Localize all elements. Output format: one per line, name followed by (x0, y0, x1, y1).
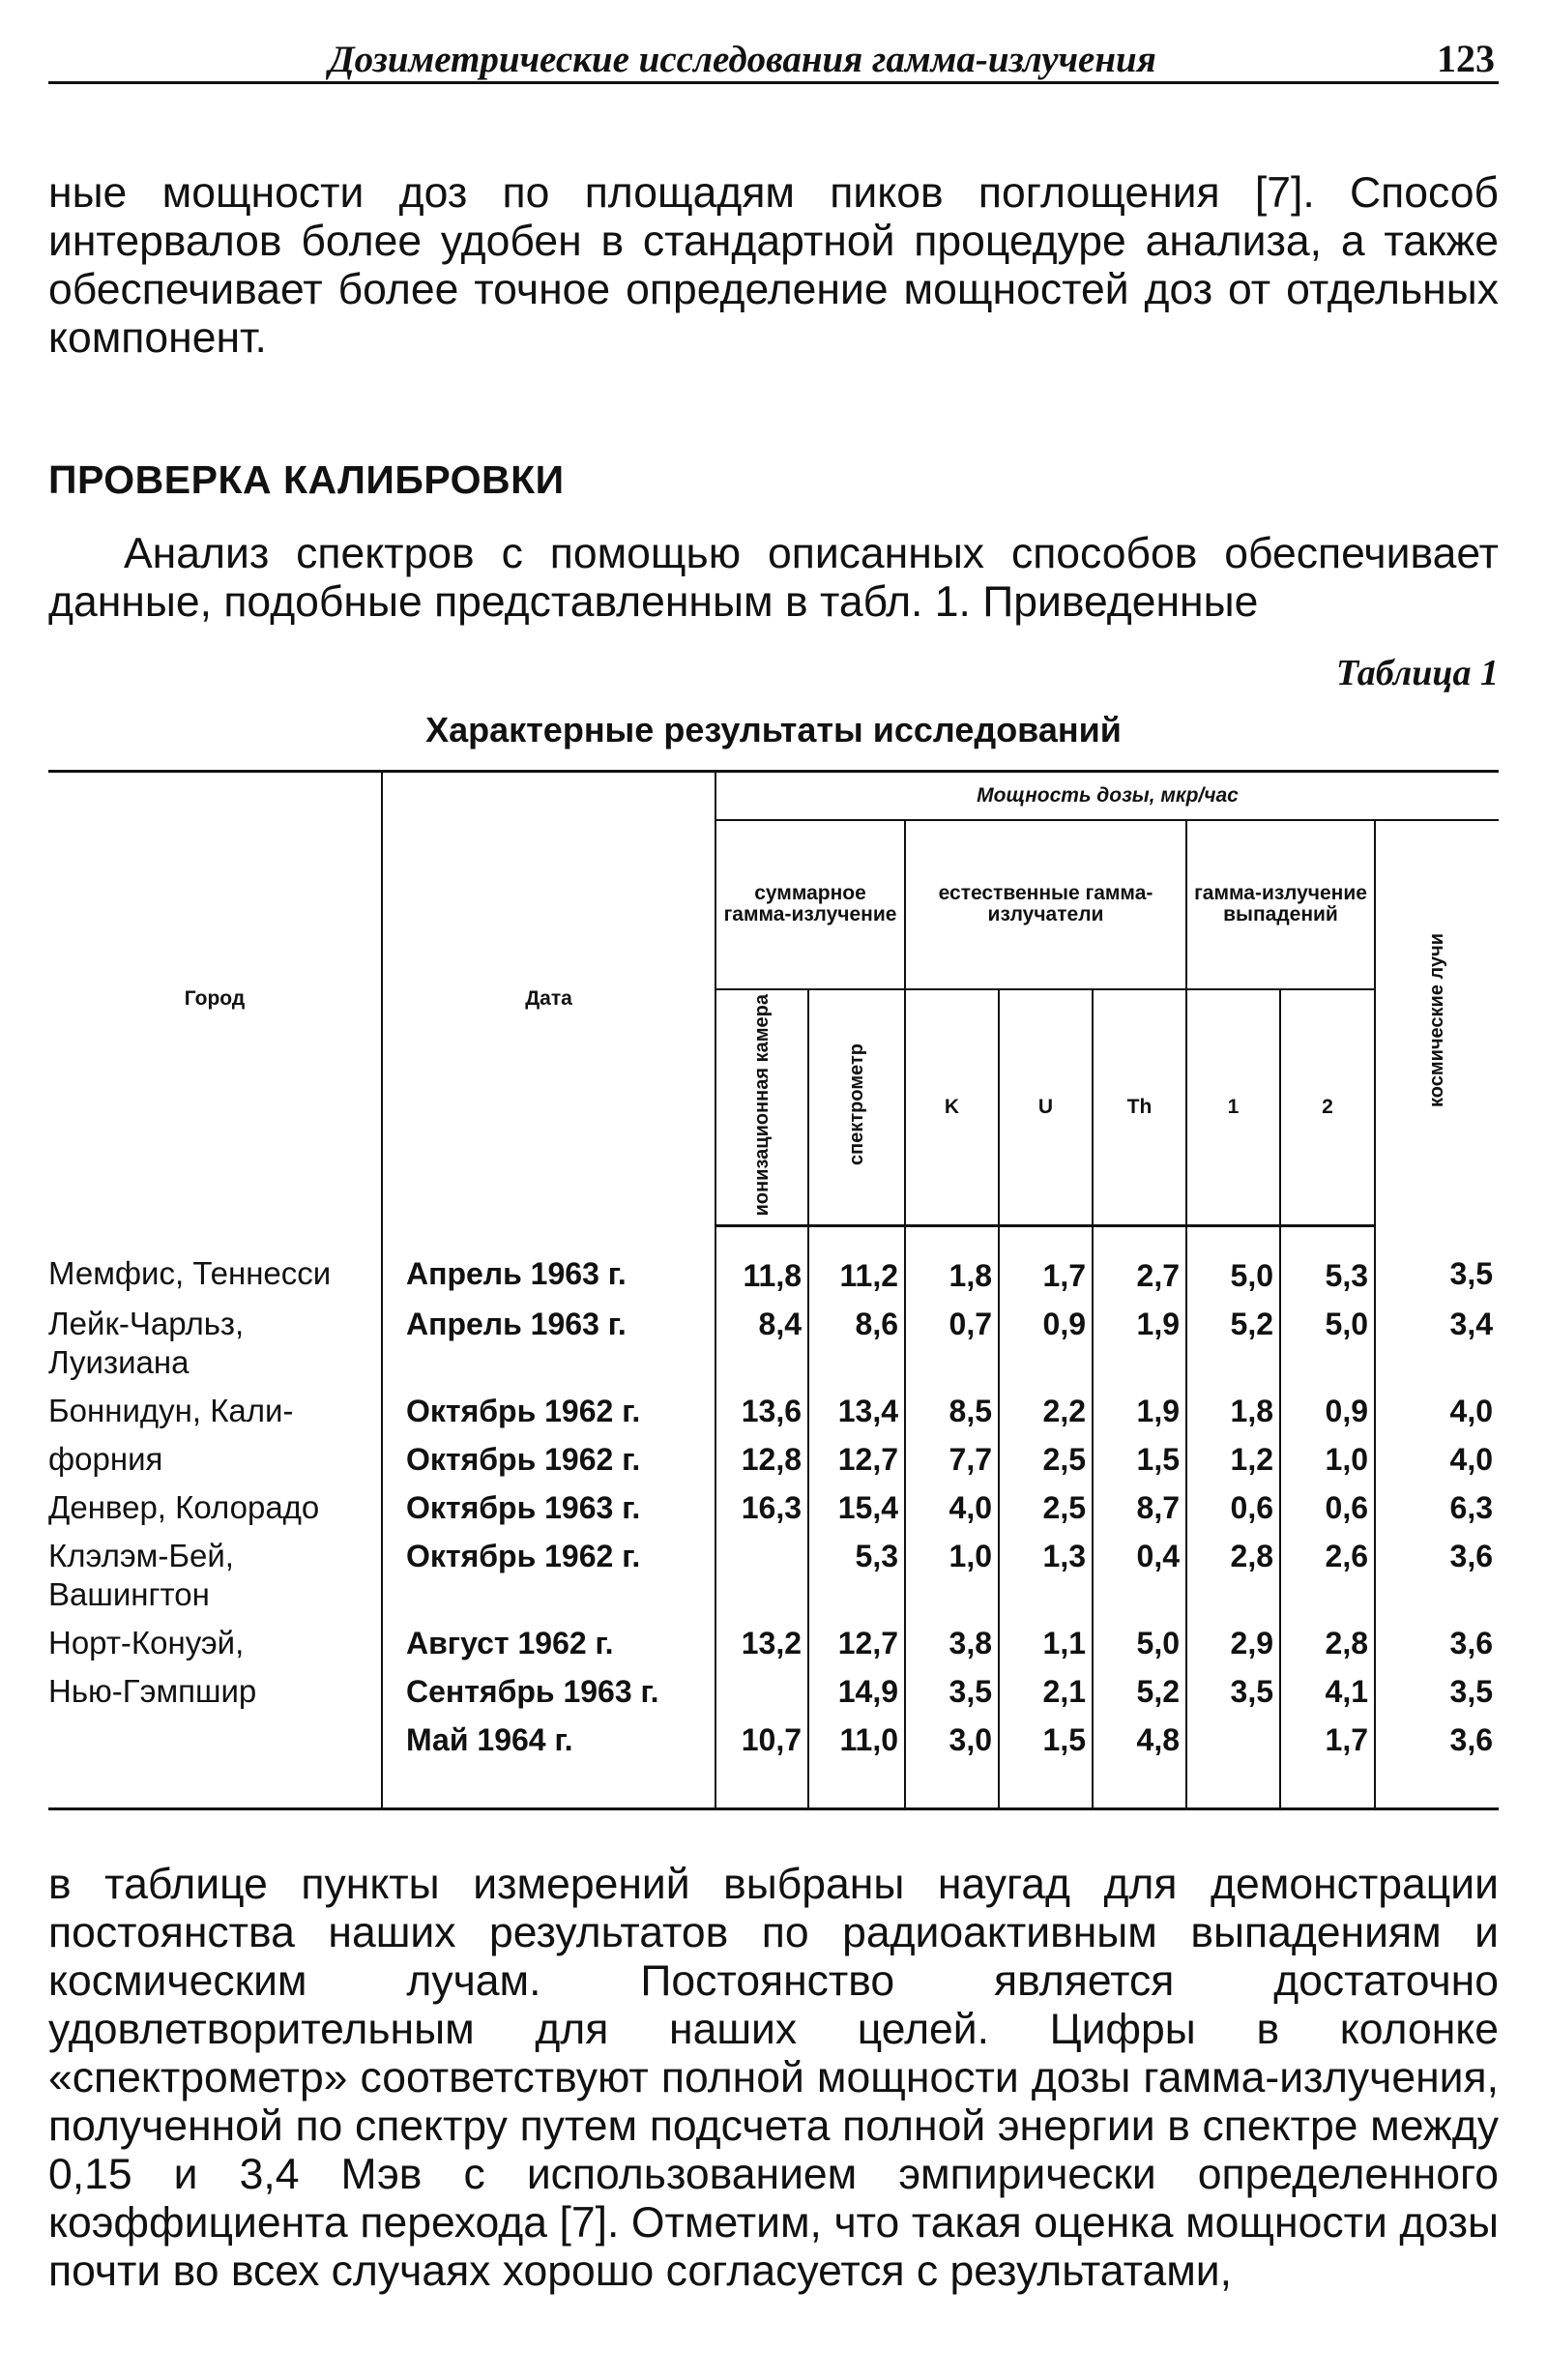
cell-value: 4,1 (1280, 1664, 1375, 1713)
table-row (48, 1384, 1499, 1432)
cell-value (715, 1529, 808, 1616)
table-row (48, 1713, 1499, 1809)
page-number: 123 (1437, 37, 1495, 80)
cell-value: 8,5 (905, 1384, 999, 1432)
table-number: Таблица 1 (1335, 653, 1499, 693)
cell-value: 13,6 (715, 1384, 808, 1432)
cell-value: 0,7 (905, 1297, 999, 1384)
cell-value: 15,4 (808, 1481, 905, 1529)
cell-value: 2,5 (999, 1432, 1093, 1481)
cell-value: 5,2 (1093, 1664, 1186, 1713)
cell-value: 0,6 (1280, 1481, 1375, 1529)
cell-value: 1,8 (905, 1225, 999, 1297)
cell-value: 2,9 (1186, 1616, 1280, 1664)
header-fallout-1: 1 (1186, 989, 1280, 1226)
table-row (48, 1529, 1499, 1616)
cell-value: 1,5 (999, 1713, 1093, 1809)
cell-value: 0,4 (1093, 1529, 1186, 1616)
table-row (48, 1481, 1499, 1529)
cell-value: 13,4 (808, 1384, 905, 1432)
cell-value: 12,7 (808, 1616, 905, 1664)
page-header (48, 21, 1499, 84)
cell-value: 1,2 (1186, 1432, 1280, 1481)
table-row (48, 1664, 1499, 1713)
cell-date: Сентябрь 1963 г. (382, 1664, 715, 1713)
cell-city: Клэлэм-Бей, Вашингтон (48, 1537, 234, 1612)
table-row (48, 1225, 1499, 1297)
header-th: Th (1093, 989, 1186, 1226)
cell-value: 5,3 (1280, 1225, 1375, 1297)
cell-city: форния (48, 1440, 163, 1477)
cell-value: 2,1 (999, 1664, 1093, 1713)
cell-value: 1,7 (1280, 1713, 1375, 1809)
cell-date: Май 1964 г. (382, 1713, 715, 1809)
section-heading: ПРОВЕРКА КАЛИБРОВКИ (48, 457, 565, 502)
cell-value: 1,0 (905, 1529, 999, 1616)
cell-city: Боннидун, Кали- (48, 1392, 294, 1428)
paragraph-after-table: в таблице пункты измерений выбраны наугад для демонстрации постоянства наших результатов по радиоактивным выпадениям и космическим лучам. Постоянство является достаточно удовлетворительным для наших целей. Цифры в колонке «спектрометр» соответствуют полной мощности дозы гамма-излучения, полученной по спектру путем подсчета полной энергии в спектре между 0,15 и 3,4 Мэв с использованием эмпирически определенного коэффициента перехода [7]. Отметим, что такая оценка мощности дозы почти во всех случаях хорошо согласуется с результатами, (48, 1860, 1499, 2295)
table-title: Характерные результаты исследований (425, 710, 1122, 749)
cell-value: 1,5 (1093, 1432, 1186, 1481)
cell-value: 5,2 (1186, 1297, 1280, 1384)
paragraph-analysis: Анализ спектров с помощью описанных способов обеспечивает данные, подобные представленным в табл. 1. Приведенные (48, 530, 1499, 626)
cell-date: Октябрь 1962 г. (382, 1432, 715, 1481)
cell-value: 7,7 (905, 1432, 999, 1481)
cell-value: 5,3 (808, 1529, 905, 1616)
cell-value: 4,8 (1093, 1713, 1186, 1809)
header-k: K (905, 989, 999, 1226)
cell-city (48, 1713, 382, 1809)
cell-value: 1,8 (1186, 1384, 1280, 1432)
header-dose-rate: Мощность дозы, мкр/час (715, 772, 1499, 820)
cell-date: Октябрь 1963 г. (382, 1481, 715, 1529)
cell-value: 1,0 (1280, 1432, 1375, 1481)
cell-value: 2,7 (1093, 1225, 1186, 1297)
paragraph-continued: ные мощности доз по площадям пиков поглощения [7]. Способ интервалов более удобен в стандартной процедуре анализа, а также обеспечивает более точное определение мощностей доз от отдельных компонент. (48, 169, 1499, 362)
cell-value (715, 1664, 808, 1713)
cell-value: 4,0 (1375, 1432, 1499, 1481)
header-fallout-2: 2 (1280, 989, 1375, 1226)
cell-value: 3,6 (1375, 1529, 1499, 1616)
cell-value: 3,5 (1375, 1664, 1499, 1713)
cell-value: 8,6 (808, 1297, 905, 1384)
cell-value: 1,7 (999, 1225, 1093, 1297)
cell-value: 8,4 (715, 1297, 808, 1384)
cell-date: Апрель 1963 г. (382, 1297, 715, 1384)
cell-value: 2,6 (1280, 1529, 1375, 1616)
cell-value: 12,7 (808, 1432, 905, 1481)
cell-value: 11,8 (715, 1225, 808, 1297)
cell-value: 2,8 (1186, 1529, 1280, 1616)
cell-value: 1,9 (1093, 1297, 1186, 1384)
cell-value: 3,8 (905, 1616, 999, 1664)
cell-value: 13,2 (715, 1616, 808, 1664)
cell-value: 14,9 (808, 1664, 905, 1713)
table-row (48, 1616, 1499, 1664)
cell-date: Август 1962 г. (382, 1616, 715, 1664)
cell-value: 4,0 (1375, 1384, 1499, 1432)
header-ion-chamber: ионизационная камера (715, 989, 808, 1226)
results-table (48, 770, 1499, 1810)
cell-value: 2,2 (999, 1384, 1093, 1432)
cell-value: 10,7 (715, 1713, 808, 1809)
cell-date: Октябрь 1962 г. (382, 1529, 715, 1616)
cell-value: 3,4 (1375, 1297, 1499, 1384)
header-spectrometer: спектрометр (808, 989, 905, 1226)
cell-value: 3,5 (905, 1664, 999, 1713)
cell-value: 6,3 (1375, 1481, 1499, 1529)
cell-value: 11,0 (808, 1713, 905, 1809)
cell-value: 16,3 (715, 1481, 808, 1529)
cell-value: 3,5 (1186, 1664, 1280, 1713)
cell-value: 4,0 (905, 1481, 999, 1529)
cell-city: Лейк-Чарльз, Луизиана (48, 1305, 245, 1380)
header-fallout-gamma: гамма-излучение выпадений (1186, 820, 1375, 989)
cell-value: 0,9 (999, 1297, 1093, 1384)
cell-city: Норт-Конуэй, (48, 1624, 245, 1660)
running-title: Дозиметрические исследования гамма-излучения (329, 39, 1156, 80)
cell-value: 1,1 (999, 1616, 1093, 1664)
cell-value: 5,0 (1093, 1616, 1186, 1664)
cell-value: 3,0 (905, 1713, 999, 1809)
cell-value: 2,5 (999, 1481, 1093, 1529)
cell-value: 3,6 (1375, 1616, 1499, 1664)
header-total-gamma: суммарное гамма-излучение (715, 820, 905, 989)
header-u: U (999, 989, 1093, 1226)
header-city: Город (184, 987, 246, 1011)
cell-value: 2,8 (1280, 1616, 1375, 1664)
table-row (48, 1297, 1499, 1384)
header-natural-emitters: естественные гамма-излучатели (905, 820, 1186, 989)
cell-city: Денвер, Колорадо (48, 1488, 320, 1525)
cell-value: 5,0 (1186, 1225, 1280, 1297)
cell-value: 0,9 (1280, 1384, 1375, 1432)
cell-value: 0,6 (1186, 1481, 1280, 1529)
cell-value: 1,3 (999, 1529, 1093, 1616)
cell-value: 1,9 (1093, 1384, 1186, 1432)
cell-value: 3,5 (1375, 1225, 1499, 1297)
header-date: Дата (382, 772, 715, 1226)
cell-value: 5,0 (1280, 1297, 1375, 1384)
cell-date: Октябрь 1962 г. (382, 1384, 715, 1432)
table-row (48, 1432, 1499, 1481)
cell-value: 12,8 (715, 1432, 808, 1481)
cell-value (1186, 1713, 1280, 1809)
cell-value: 11,2 (808, 1225, 905, 1297)
cell-value: 8,7 (1093, 1481, 1186, 1529)
cell-city: Мемфис, Теннесси (48, 1255, 332, 1292)
cell-date: Апрель 1963 г. (382, 1225, 715, 1297)
book-page (48, 21, 1499, 2296)
cell-value: 3,6 (1375, 1713, 1499, 1809)
cell-city: Нью-Гэмпшир (48, 1672, 257, 1709)
header-cosmic: космические лучи (1375, 820, 1499, 1226)
